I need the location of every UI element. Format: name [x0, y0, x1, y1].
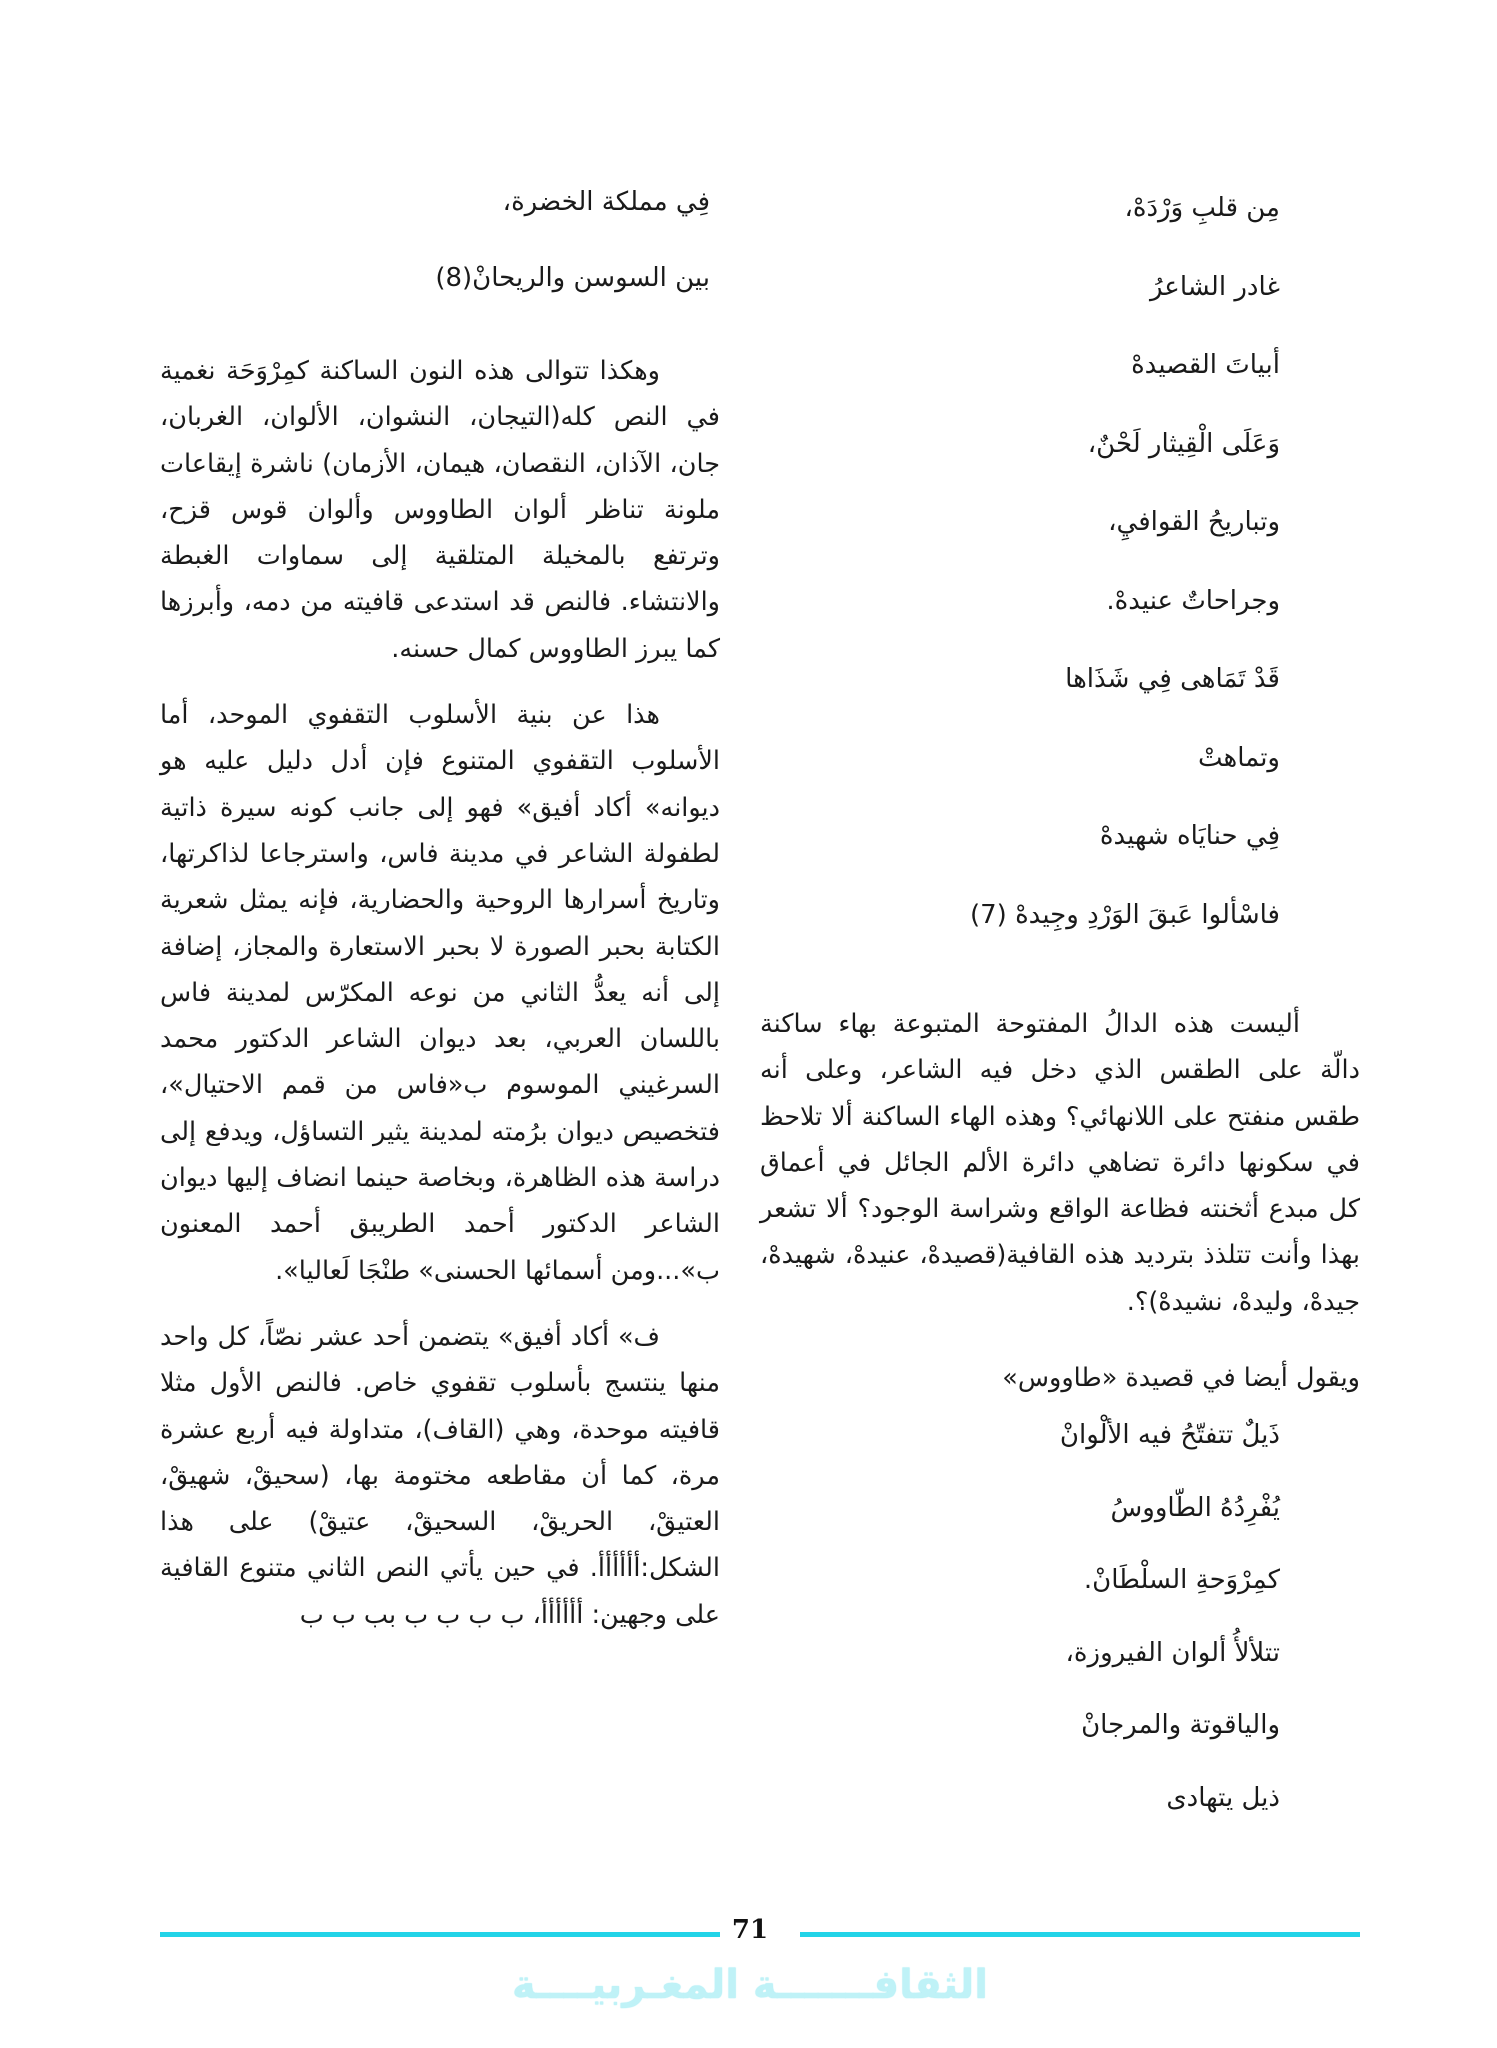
verse-line: وَعَلَى الْقِيثار لَحْنٌ، [1087, 428, 1280, 459]
verse-line: ذَيلٌ تتفتّحُ فيه الألْوانْ [1059, 1420, 1280, 1451]
verse-line: فاسْألوا عَبقَ الوَرْدِ وجِيدهْ (7) [969, 899, 1280, 930]
footer-rule-left [160, 1932, 720, 1937]
page-number: 71 [731, 1915, 769, 1945]
body-paragraph: هذا عن بنية الأسلوب التقفوي الموحد، أما الأسلوب التقفوي المتنوع فإن أدل دليل عليه هو ديوانه» أكاد أفيق» فهو إلى جانب كونه سيرة ذاتية لطفولة الشاعر في مدينة فاس، واسترجاعا لذاكرتها، وتاريخ أسرارها الروحية والحضارية، فإنه يمثل شعرية الكتابة بحبر الصورة لا بحبر الاستعارة والمجاز، إضافة إلى أنه يعدُّ الثاني من نوعه المكرّس لمدينة فاس باللسان العربي، بعد ديوان الشاعر الدكتور محمد السرغيني الموسوم ب«فاس من قمم الاحتيال»، فتخصيص ديوان برُمته لمدينة يثير التساؤل، ويدفع إلى دراسة هذه الظاهرة، وبخاصة حينما انضاف إليها ديوان الشاعر الدكتور أحمد الطريبق أحمد المعنون ب»...ومن أسمائها الحسنى» طنْجَا لَعاليا». [160, 700, 720, 1286]
verse-line: ذيل يتهادى [1166, 1782, 1280, 1813]
verse-line: قَدْ تَمَاهى فِي شَذَاها [1065, 664, 1280, 694]
verse-line: يُفْرِدُهُ الطّاووسُ [1110, 1492, 1280, 1523]
poem-verse-rose [760, 188, 1360, 973]
poem-verse-peacock [760, 1415, 1360, 1850]
verse-line: كمِرْوَحةِ السلْطَانْ. [1083, 1565, 1280, 1596]
body-paragraph: وهكذا تتوالى هذه النون الساكنة كمِرْوَحَة نغمية في النص كله(التيجان، النشوان، الألوان، الغربان، جان، الآذان، النقصان، هيمان، الأزمان) ناشرة إيقاعات ملونة تناظر ألوان الطاووس وألوان قوس قزح، وترتفع بالمخيلة المتلقية إلى سماوات الغبطة والانتشاء. فالنص قد استدعى قافيته من دمه، وأبرزها كما يبرز الطاووس كمال حسنه. [160, 356, 720, 664]
verse-line: وتباريحُ القوافيِ، [1108, 507, 1280, 537]
body-paragraph: أليست هذه الدالُ المفتوحة المتبوعة بهاء ساكنة دالّة على الطقس الذي دخل فيه الشاعر، وعلى أنه طقس منفتح على اللانهائي؟ وهذه الهاء الساكنة ألا تلاحظ في سكونها دائرة تضاهي دائرة الألم الجائل في أعماق كل مبدع أثخنته فظاعة الواقع وشراسة الوجود؟ ألا تشعر بهذا وأنت تتلذذ بترديد هذه القافية(قصيدهْ، عنيدهْ، شهيدهْ، جيدهْ، وليدهْ، نشيدهْ)؟. [760, 1009, 1360, 1317]
intro-line: ويقول أيضا في قصيدة «طاووس» [1002, 1363, 1360, 1394]
right-column [760, 180, 1360, 1850]
poem-verse-continuation [160, 182, 720, 334]
left-column [160, 180, 720, 1638]
verse-line: مِن قلبِ وَرْدَهْ، [1124, 193, 1280, 223]
body-paragraph: ف» أكاد أفيق» يتضمن أحد عشر نصّاً، كل واحد منها ينتسج بأسلوب تقفوي خاص. فالنص الأول مثلا قافيته موحدة، وهي (القاف)، متداولة فيه أربع عشرة مرة، كما أن مقاطعه مختومة بها، (سحيقْ، شهيقْ، العتيقْ، الحريقْ، السحيقْ، عتيقْ) على هذا الشكل:أأأأأأ. في حين يأتي النص الثاني متنوع القافية على وجهين: أأأأأأ، ب ب ب ب بب ب ب [160, 1321, 720, 1630]
footer-rule-right [800, 1932, 1360, 1937]
verse-line: تتلألأُ ألوان الفيروزة، [1065, 1637, 1280, 1668]
magazine-title: الثقافـــــــة المغـربيــــة [512, 1962, 988, 2008]
verse-line: فِي حنايَاه شهيدهْ [1099, 821, 1280, 851]
verse-line: والياقوتة والمرجانْ [1081, 1710, 1280, 1741]
verse-line: بين السوسن والريحانْ(8) [435, 263, 710, 293]
verse-line: أبياتَ القصيدهْ [1131, 350, 1280, 380]
verse-line: فِي مملكة الخضرة، [502, 187, 710, 217]
verse-line: غادر الشاعرُ [1149, 271, 1280, 302]
verse-line: وتماهتْ [1198, 742, 1280, 773]
verse-line: وجراحاتٌ عنيدهْ. [1106, 585, 1280, 616]
